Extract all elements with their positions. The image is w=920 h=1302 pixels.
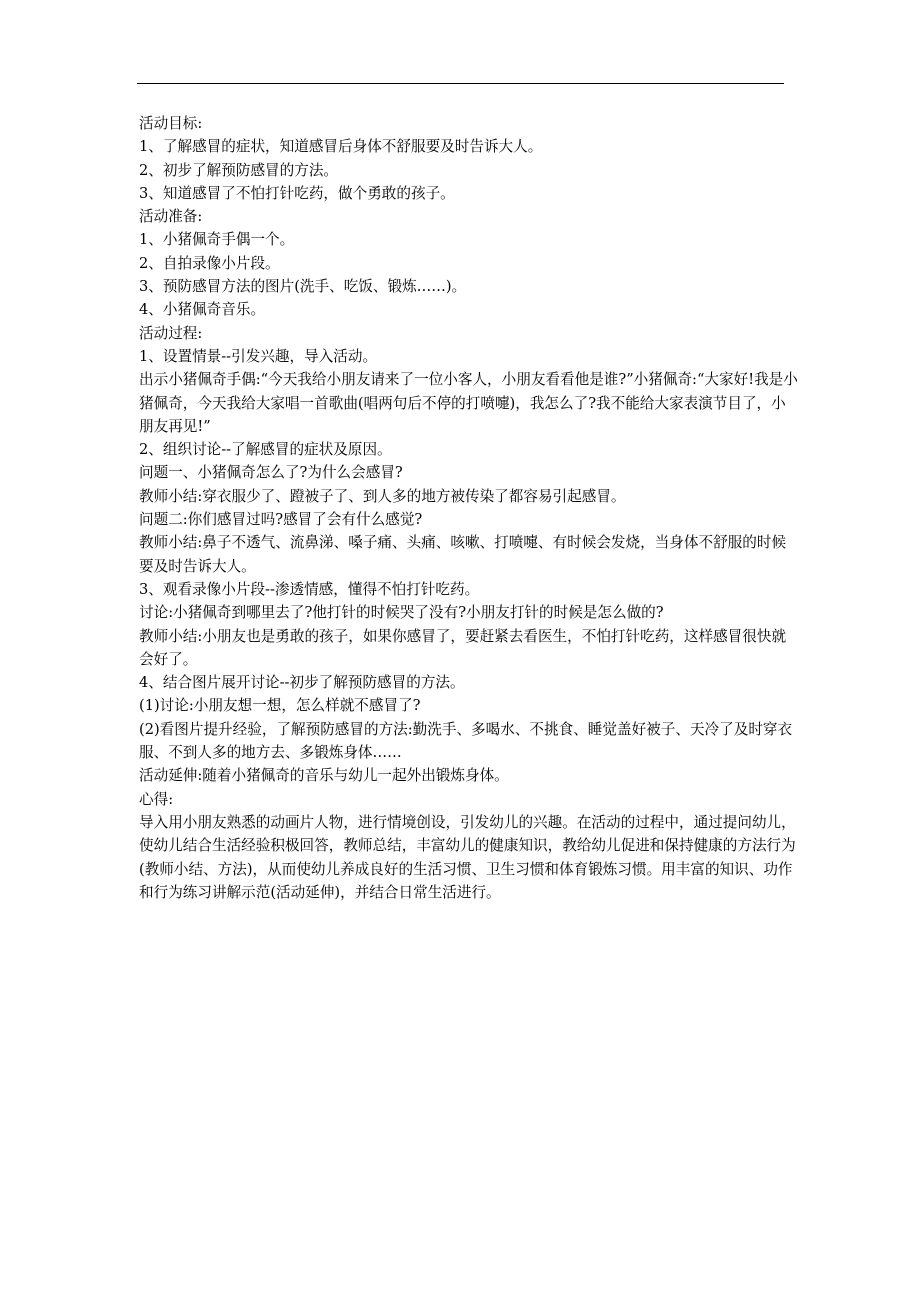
preparation-item: 2、自拍录像小片段。	[139, 254, 280, 272]
process-paragraph: 讨论:小猪佩奇到哪里去了?他打针的时候哭了没有?小朋友打针的时候是怎么做的?	[139, 604, 664, 622]
preparation-item: 4、小猪佩奇音乐。	[139, 301, 266, 319]
heading-reflection: 心得:	[139, 790, 174, 808]
activity-extension: 活动延伸:随着小猪佩奇的音乐与幼儿一起外出锻炼身体。	[139, 767, 509, 785]
document-body	[139, 112, 799, 904]
heading-activity-goals: 活动目标:	[139, 115, 203, 132]
goal-item: 2、初步了解预防感冒的方法。	[139, 161, 339, 179]
process-paragraph: 教师小结:小朋友也是勇敢的孩子，如果你感冒了，要赶紧去看医生，不怕打针吃药，这样感冒很快就会好了。	[139, 627, 787, 668]
preparation-item: 3、预防感冒方法的图片(洗手、吃饭、锻炼……)。	[139, 278, 467, 296]
process-paragraph: (2)看图片提升经验，了解预防感冒的方法:勤洗手、多喝水、不挑食、睡觉盖好被子、天冷了及时穿衣服、不到人多的地方去、多锻炼身体……	[139, 720, 793, 762]
process-paragraph: 教师小结:鼻子不透气、流鼻涕、嗓子痛、头痛、咳嗽、打喷嚏、有时候会发烧，当身体不舒服的时候要及时告诉大人。	[139, 534, 787, 575]
header-rule	[137, 83, 784, 84]
process-paragraph: (1)讨论:小朋友想一想，怎么样就不感冒了?	[139, 697, 421, 715]
process-step: 2、组织讨论--了解感冒的症状及原因。	[139, 441, 392, 459]
preparation-item: 1、小猪佩奇手偶一个。	[139, 231, 295, 249]
process-step: 4、结合图片展开讨论--初步了解预防感冒的方法。	[139, 674, 465, 692]
process-paragraph: 教师小结:穿衣服少了、蹬被子了、到人多的地方被传染了都容易引起感冒。	[139, 487, 626, 505]
reflection-paragraph: 导入用小朋友熟悉的动画片人物，进行情境创设，引发幼儿的兴趣。在活动的过程中，通过提问幼儿，使幼儿结合生活经验积极回答，教师总结，丰富幼儿的健康知识，教给幼儿促进和保持健康的方法行为(教师小结、方法)，从而使幼儿养成良好的生活习惯、卫生习惯和体育锻炼习惯。用丰富的知识、功作和行为练习讲解示范(活动延伸)，并结合日常生活进行。	[139, 813, 796, 901]
heading-activity-process: 活动过程:	[139, 324, 203, 342]
goal-item: 1、了解感冒的症状，知道感冒后身体不舒服要及时告诉大人。	[139, 138, 543, 156]
process-step: 1、设置情景--引发兴趣，导入活动。	[139, 347, 378, 365]
process-paragraph: 出示小猪佩奇手偶:“今天我给小朋友请来了一位小客人，小朋友看看他是谁?”小猪佩奇:“大家好!我是小猪佩奇，今天我给大家唱一首歌曲(唱两句后不停的打喷嚏)，我怎么了?我不能给大家表演节目了，小朋友再见!”	[139, 371, 798, 435]
heading-activity-preparation: 活动准备:	[139, 208, 203, 226]
process-step: 3、观看录像小片段--渗透情感，懂得不怕打针吃药。	[139, 580, 480, 598]
process-paragraph: 问题二:你们感冒过吗?感冒了会有什么感觉?	[139, 511, 423, 529]
goal-item: 3、知道感冒了不怕打针吃药，做个勇敢的孩子。	[139, 184, 455, 202]
process-paragraph: 问题一、小猪佩奇怎么了?为什么会感冒?	[139, 464, 403, 482]
